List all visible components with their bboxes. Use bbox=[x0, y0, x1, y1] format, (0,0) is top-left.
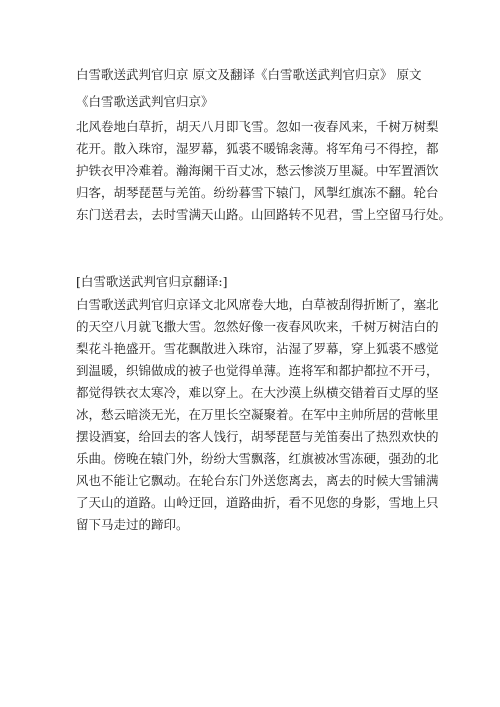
translation-line: 摆设酒宴，给回去的客人饯行，胡琴琵琶与羌笛奏出了热烈欢快的 bbox=[76, 429, 439, 444]
translation-line: 的天空八月就飞撒大雪。忽然好像一夜春风吹来，千树万树洁白的 bbox=[76, 319, 439, 334]
translation-line: 梨花斗艳盛开。雪花飘散进入珠帘，沾湿了罗幕，穿上狐裘不感觉 bbox=[76, 341, 439, 356]
translation-line: 都觉得铁衣太寒冷，难以穿上。在大沙漠上纵横交错着百丈厚的坚 bbox=[76, 385, 439, 400]
poem-original-text bbox=[76, 116, 452, 226]
translation-line: 风也不能让它飘动。在轮台东门外送您离去，离去的时候大雪铺满 bbox=[76, 473, 439, 488]
document-title: 白雪歌送武判官归京 原文及翻译《白雪歌送武判官归京》 原文 bbox=[76, 67, 422, 82]
translation-line: 白雪歌送武判官归京译文北风席卷大地，白草被刮得折断了，塞北 bbox=[76, 297, 439, 312]
translation-line: 了天山的道路。山岭迂回，道路曲折，看不见您的身影，雪地上只 bbox=[76, 495, 439, 510]
translation-text bbox=[76, 294, 439, 536]
translation-heading: [白雪歌送武判官归京翻译:] bbox=[76, 274, 228, 289]
poem-title: 《白雪歌送武判官归京》 bbox=[76, 94, 214, 109]
translation-line: 冰，愁云暗淡无光，在万里长空凝聚着。在军中主帅所居的营帐里 bbox=[76, 407, 439, 422]
translation-line: 乐曲。傍晚在辕门外，纷纷大雪飘落，红旗被冰雪冻硬，强劲的北 bbox=[76, 451, 439, 466]
poem-line: 北风卷地白草折，胡天八月即飞雪。忽如一夜春风来，千树万树梨 bbox=[76, 119, 439, 134]
poem-line: 归客，胡琴琵琶与羌笛。纷纷暮雪下辕门，风掣红旗冻不翻。轮台 bbox=[76, 185, 439, 200]
poem-line: 护铁衣甲冷难着。瀚海阑干百丈冰，愁云惨淡万里凝。中军置酒饮 bbox=[76, 163, 439, 178]
poem-line: 花开。散入珠帘，湿罗幕，狐裘不暖锦衾薄。将军角弓不得控，都 bbox=[76, 141, 439, 156]
translation-line: 留下马走过的蹄印。 bbox=[76, 517, 189, 532]
translation-line: 到温暖，织锦做成的被子也觉得单薄。连将军和都护都拉不开弓， bbox=[76, 363, 439, 378]
poem-line: 东门送君去，去时雪满天山路。山回路转不见君，雪上空留马行处。 bbox=[76, 207, 452, 222]
